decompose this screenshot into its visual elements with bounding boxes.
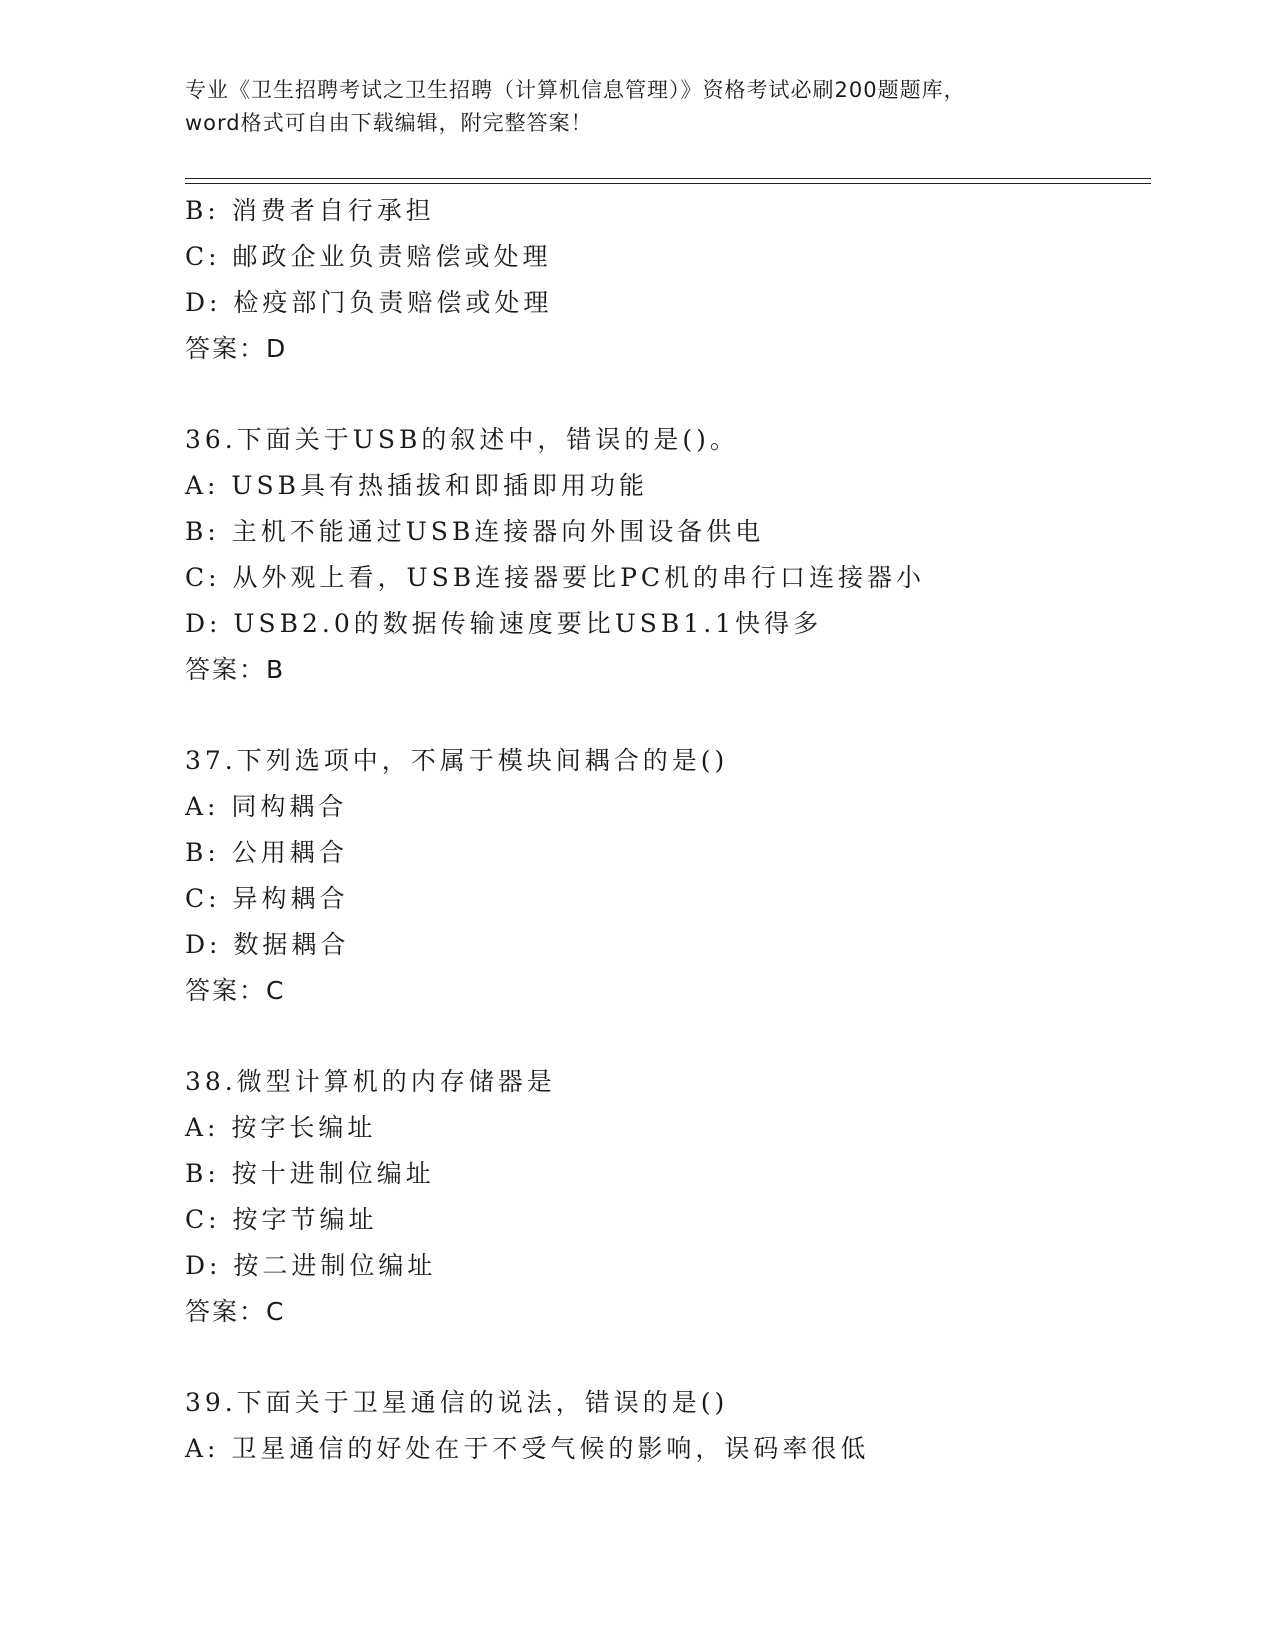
header-rule-top [185,178,1151,179]
question-37 [185,738,1185,1014]
option-b: B: 按十进制位编址 [185,1159,435,1188]
document-header [185,74,1085,140]
option-c: C: 异构耦合 [185,884,349,913]
option-a: A: USB具有热插拔和即插即用功能 [185,471,648,500]
question-text: 37.下列选项中，不属于模块间耦合的是() [185,746,729,775]
answer: 答案：D [185,334,288,363]
answer: 答案：B [185,655,286,684]
question-36 [185,417,1185,693]
option-c: C: 邮政企业负责赔偿或处理 [185,242,552,271]
option-d: D: USB2.0的数据传输速度要比USB1.1快得多 [185,609,823,638]
option-d: D: 按二进制位编址 [185,1251,437,1280]
question-38 [185,1059,1185,1335]
option-a: A: 卫星通信的好处在于不受气候的影响，误码率很低 [185,1434,870,1463]
question-text: 38.微型计算机的内存储器是 [185,1067,556,1096]
question-text: 39.下面关于卫星通信的说法，错误的是() [185,1388,729,1417]
option-a: A: 同构耦合 [185,792,348,821]
header-rule-bottom [185,183,1151,184]
answer: 答案：C [185,1297,286,1326]
question-list [185,188,1185,1472]
answer: 答案：C [185,976,286,1005]
option-d: D: 检疫部门负责赔偿或处理 [185,288,553,317]
option-b: B: 公用耦合 [185,838,348,867]
option-d: D: 数据耦合 [185,930,350,959]
partial-question [185,188,1185,372]
option-b: B: 消费者自行承担 [185,196,435,225]
question-text: 36.下面关于USB的叙述中，错误的是()。 [185,425,739,454]
header-line-1: 专业《卫生招聘考试之卫生招聘（计算机信息管理）》资格考试必刷200题题库， [185,78,966,102]
option-c: C: 从外观上看，USB连接器要比PC机的串行口连接器小 [185,563,926,592]
option-b: B: 主机不能通过USB连接器向外围设备供电 [185,517,765,546]
header-line-2: word格式可自由下载编辑，附完整答案！ [185,111,593,135]
question-39 [185,1380,1185,1472]
option-c: C: 按字节编址 [185,1205,378,1234]
option-a: A: 按字长编址 [185,1113,377,1142]
